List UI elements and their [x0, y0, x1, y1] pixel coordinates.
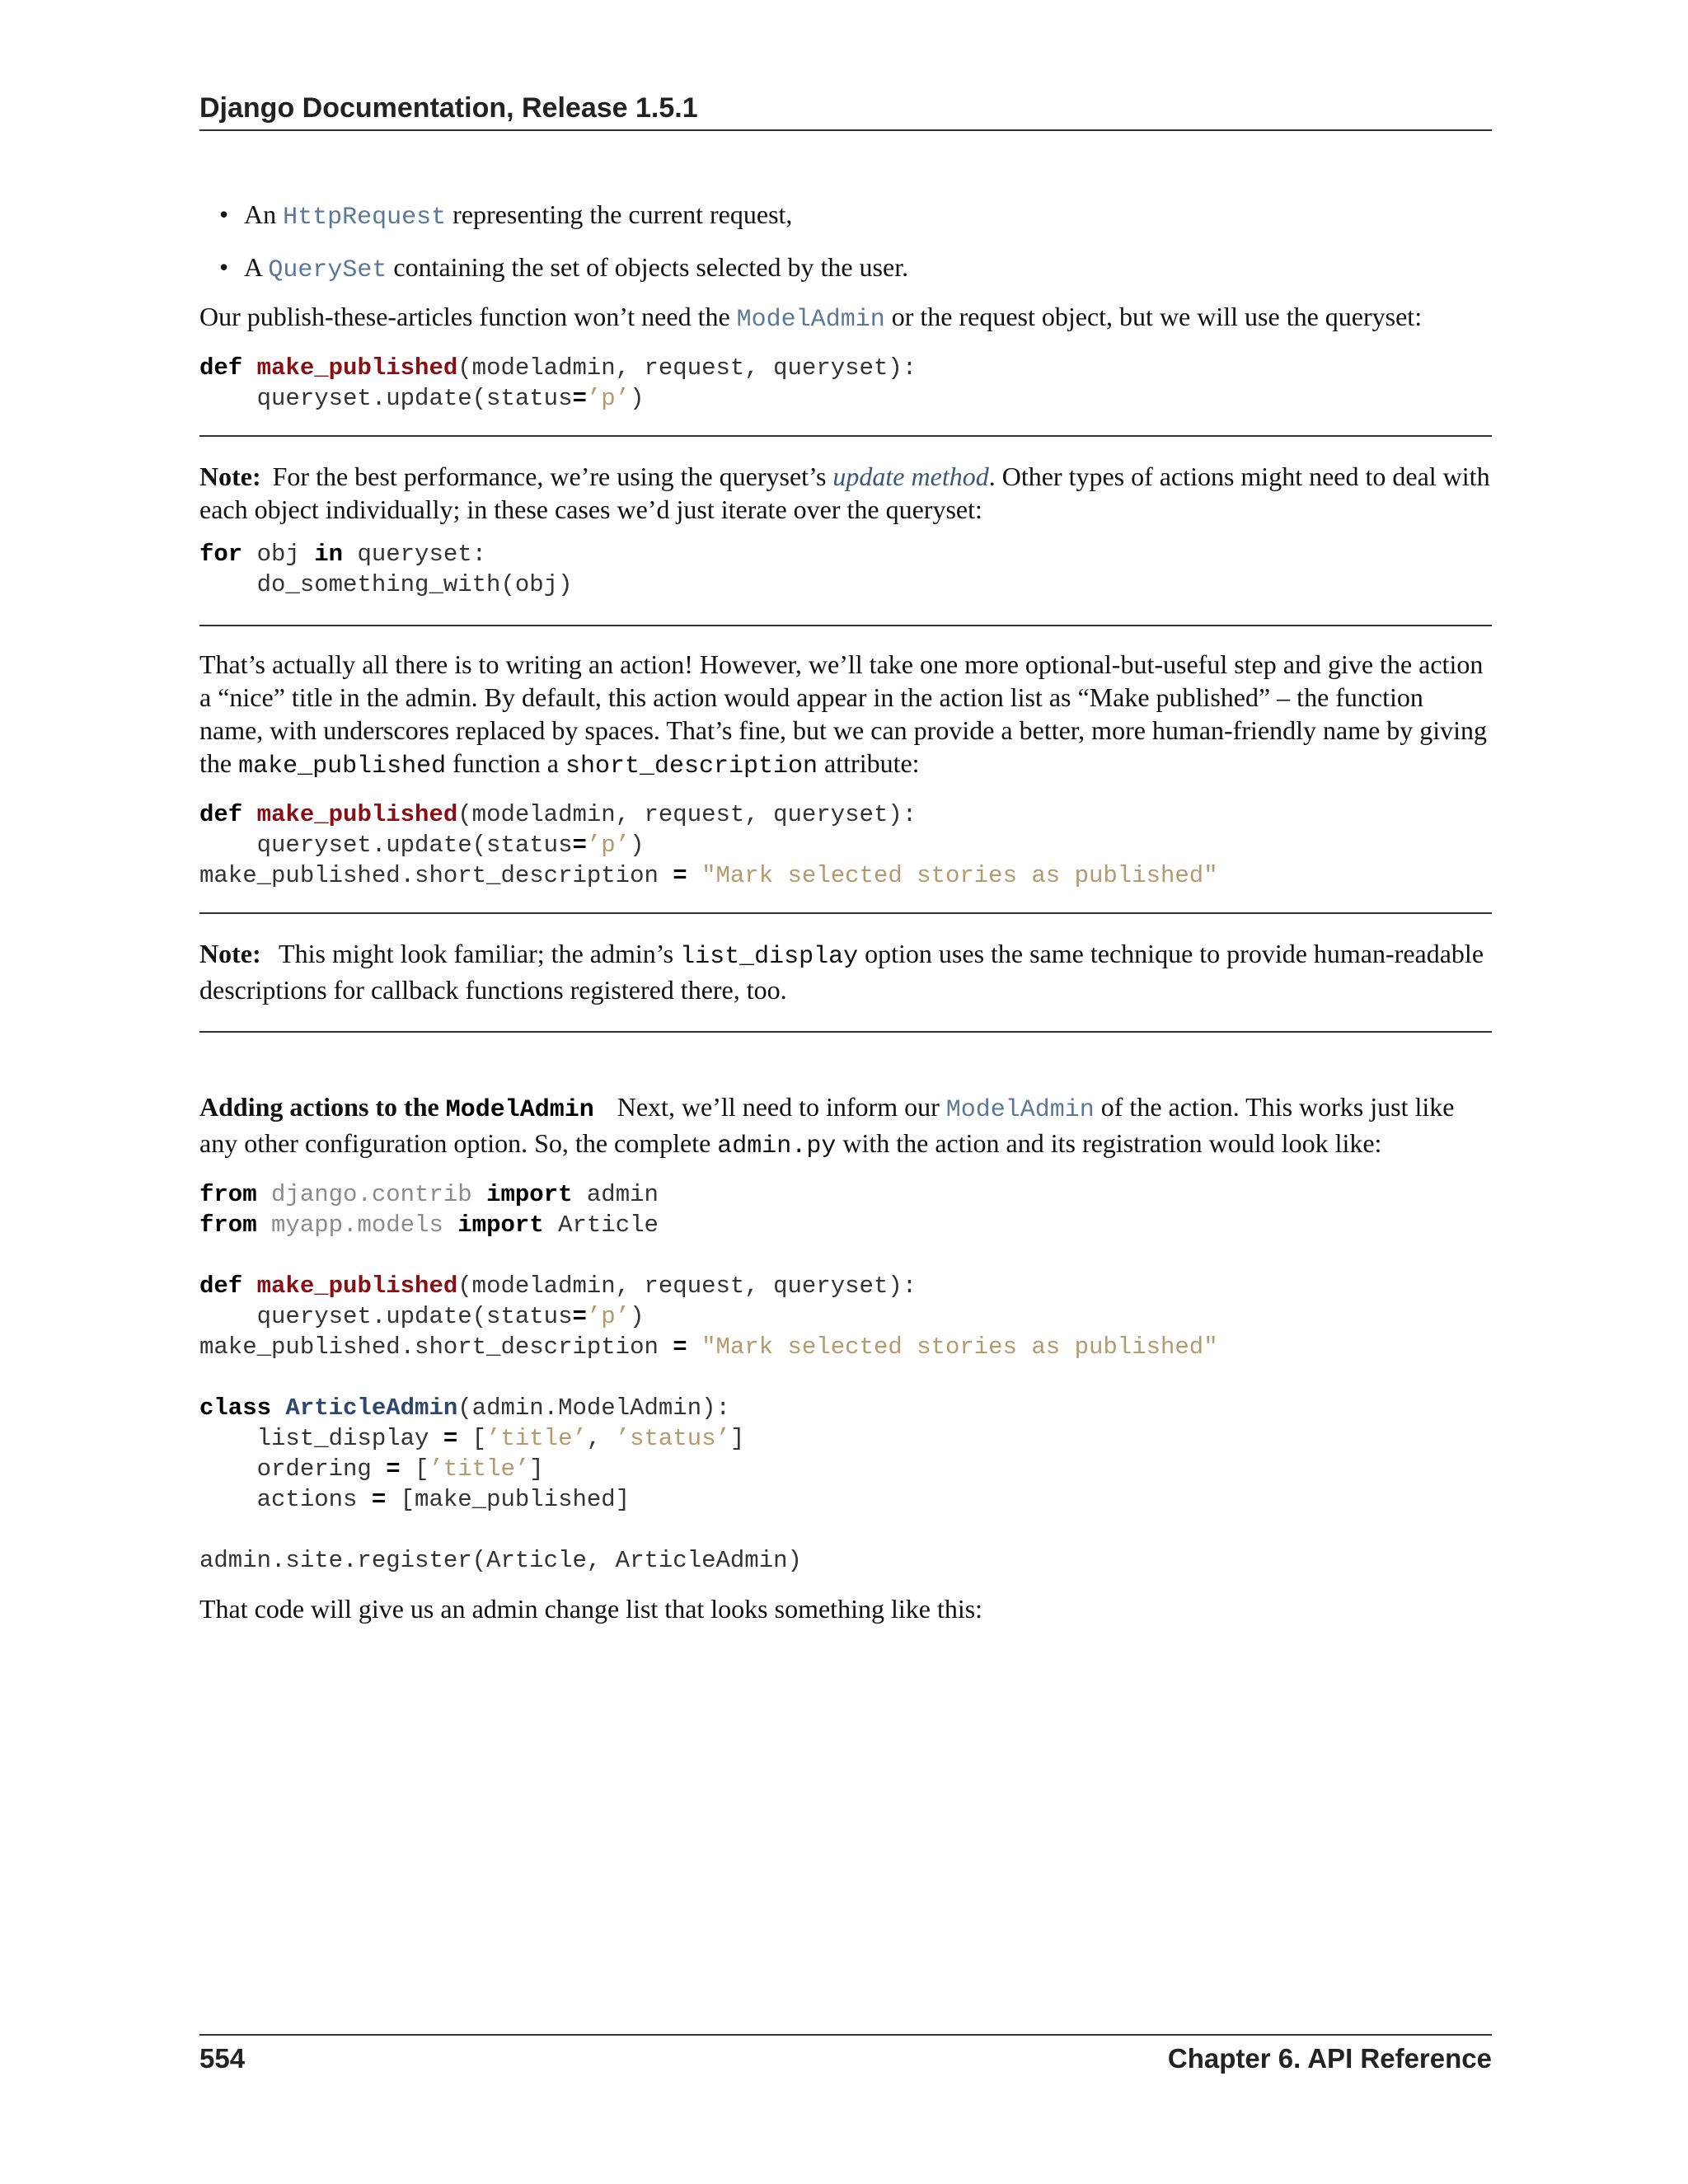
- bullet-icon: •: [219, 199, 229, 229]
- document-page: [199, 0, 1492, 2184]
- chapter-title: Chapter 6. API Reference: [1167, 2043, 1492, 2074]
- list-item: • A QuerySet containing the set of objects selected by the user.: [219, 252, 909, 284]
- httprequest-link[interactable]: HttpRequest: [283, 204, 447, 232]
- page-content: [199, 198, 1492, 1625]
- modeladmin-link[interactable]: ModelAdmin: [736, 306, 885, 334]
- header-rule: [199, 129, 1492, 131]
- note-box: [199, 912, 1492, 1033]
- page-number: 554: [199, 2043, 246, 2074]
- code-block: from django.contrib import admin from myapp.models import Article def make_published(modeladmin, request, queryset): queryset.update(status=’p’) make_published.short_description = "Mark selected stories as published" class ArticleAdmin(admin.ModelAdmin): list_display = [’title’, ’status’] ordering = [’title’] actions = [make_published] admin.site.register(Article, ArticleAdmin): [199, 1181, 1218, 1574]
- code-block: def make_published(modeladmin, request, queryset): queryset.update(status=’p’) make_published.short_description = "Mark selected stories as published": [199, 801, 1218, 889]
- modeladmin-link[interactable]: ModelAdmin: [945, 1096, 1095, 1124]
- update-method-link[interactable]: update method: [832, 462, 989, 491]
- footer-rule: [199, 2034, 1492, 2036]
- section-paragraph: Adding actions to the ModelAdmin Next, we’ll need to inform our ModelAdmin of the action. This works just like any other configuration option. So, the complete admin.py with the action and its registration would look like:: [199, 1092, 1455, 1160]
- rubric-heading: Adding actions to the ModelAdmin: [199, 1092, 594, 1124]
- code-block: def make_published(modeladmin, request, queryset): queryset.update(status=’p’): [199, 354, 917, 412]
- running-header: Django Documentation, Release 1.5.1: [199, 92, 698, 124]
- paragraph: That’s actually all there is to writing an action! However, we’ll take one more optional-but-useful step and give the action a “nice” title in the admin. By default, this action would appear in the action list as “Make published” – the function name, with underscores replaced by spaces. That’s fine, but we can provide a better, more human-friendly name by giving the make_published function a short_description attribute:: [199, 649, 1488, 780]
- paragraph: That code will give us an admin change list that looks something like this:: [199, 1594, 983, 1624]
- code-block: for obj in queryset: do_something_with(obj): [199, 541, 573, 598]
- bullet-icon: •: [219, 252, 229, 282]
- note-box: [199, 435, 1492, 626]
- list-item: • An HttpRequest representing the current request,: [219, 199, 793, 232]
- argument-list: [199, 198, 1492, 287]
- paragraph: Our publish-these-articles function won’t need the ModelAdmin or the request object, but we will use the queryset:: [199, 302, 1423, 334]
- note-text: Note: This might look familiar; the admin’s list_display option uses the same technique to provide human-readable descriptions for callback functions registered there, too.: [199, 939, 1484, 1005]
- queryset-link[interactable]: QuerySet: [268, 256, 387, 284]
- note-text: Note: For the best performance, we’re using the queryset’s update method. Other types of actions might need to deal with each object individually; in these cases we’d just iterate over the queryset:: [199, 462, 1490, 524]
